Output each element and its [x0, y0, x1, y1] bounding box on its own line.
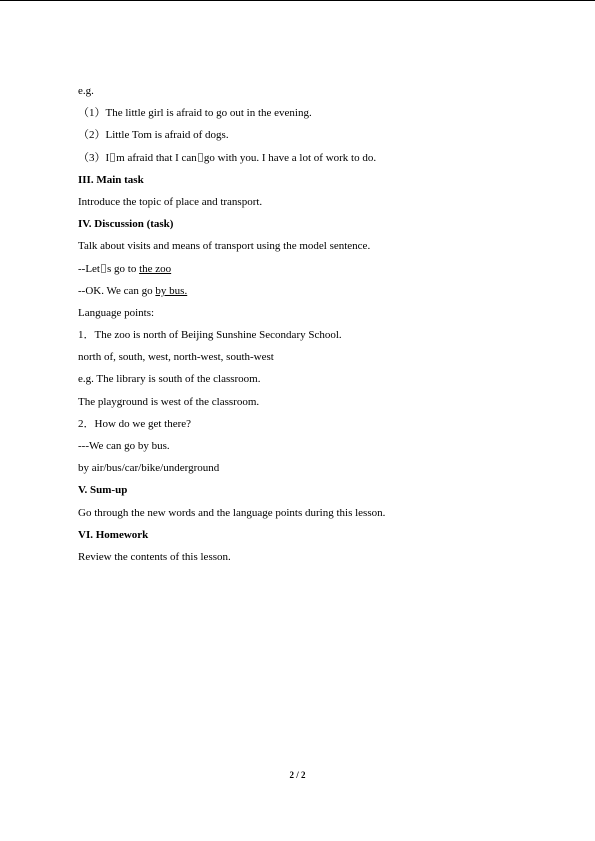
list-number: （3） — [78, 151, 106, 164]
sentence-text-start: I — [105, 151, 110, 164]
transport-list: by air/bus/car/bike/underground — [78, 462, 220, 475]
heading-sum-up: V. Sum-up — [78, 484, 128, 497]
list-number: 2． — [78, 417, 95, 430]
header-rule — [0, 0, 595, 1]
heading-homework: VI. Homework — [78, 528, 149, 541]
page-number: 2 / 2 — [289, 770, 306, 780]
point-text: How do we get there? — [94, 417, 192, 430]
point-text: The zoo is north of Beijing Sunshine Secondary School. — [94, 329, 342, 342]
language-point-2 — [78, 413, 538, 435]
model-sentence-2 — [78, 280, 538, 302]
discussion-text: Talk about visits and means of transport using the model sentence. — [78, 240, 371, 253]
sentence-text-middle: m afraid that I can — [116, 151, 197, 164]
main-task-text: Introduce the topic of place and transport. — [78, 195, 263, 208]
language-point-1 — [78, 324, 538, 346]
sentence-text-start: --OK. We can go — [78, 284, 156, 297]
list-number: （2） — [78, 129, 106, 142]
model-sentence-1 — [78, 258, 538, 280]
list-number: （1） — [78, 107, 106, 120]
example-sentence-3 — [78, 147, 538, 169]
sentence-text-middle: s go to — [106, 262, 140, 275]
heading-main-task: III. Main task — [78, 173, 144, 186]
example-sentence-1 — [78, 102, 538, 124]
direction-example-1: e.g. The library is south of the classroom. — [78, 373, 261, 386]
homework-text: Review the contents of this lesson. — [78, 550, 231, 563]
heading-discussion: IV. Discussion (task) — [78, 218, 174, 231]
sentence-text: Little Tom is afraid of dogs. — [105, 129, 229, 142]
missing-glyph-icon — [101, 264, 106, 273]
directions-list: north of, south, west, north-west, south-west — [78, 351, 274, 364]
sentence-text-start: --Let — [78, 262, 100, 275]
example-label: e.g. — [78, 85, 94, 97]
document-body — [78, 80, 538, 568]
sum-up-text: Go through the new words and the language points during this lesson. — [78, 506, 386, 519]
answer-sentence: ---We can go by bus. — [78, 440, 170, 452]
underlined-phrase: the zoo — [139, 262, 172, 275]
sentence-text-end: go with you. I have a lot of work to do. — [203, 151, 377, 164]
language-points-label: Language points: — [78, 306, 155, 319]
missing-glyph-icon — [198, 153, 203, 162]
example-sentence-2 — [78, 124, 538, 146]
missing-glyph-icon — [110, 153, 115, 162]
direction-example-2: The playground is west of the classroom. — [78, 395, 260, 408]
sentence-text: The little girl is afraid to go out in the evening. — [105, 107, 312, 120]
underlined-phrase: by bus. — [155, 284, 188, 297]
list-number: 1． — [78, 329, 95, 342]
